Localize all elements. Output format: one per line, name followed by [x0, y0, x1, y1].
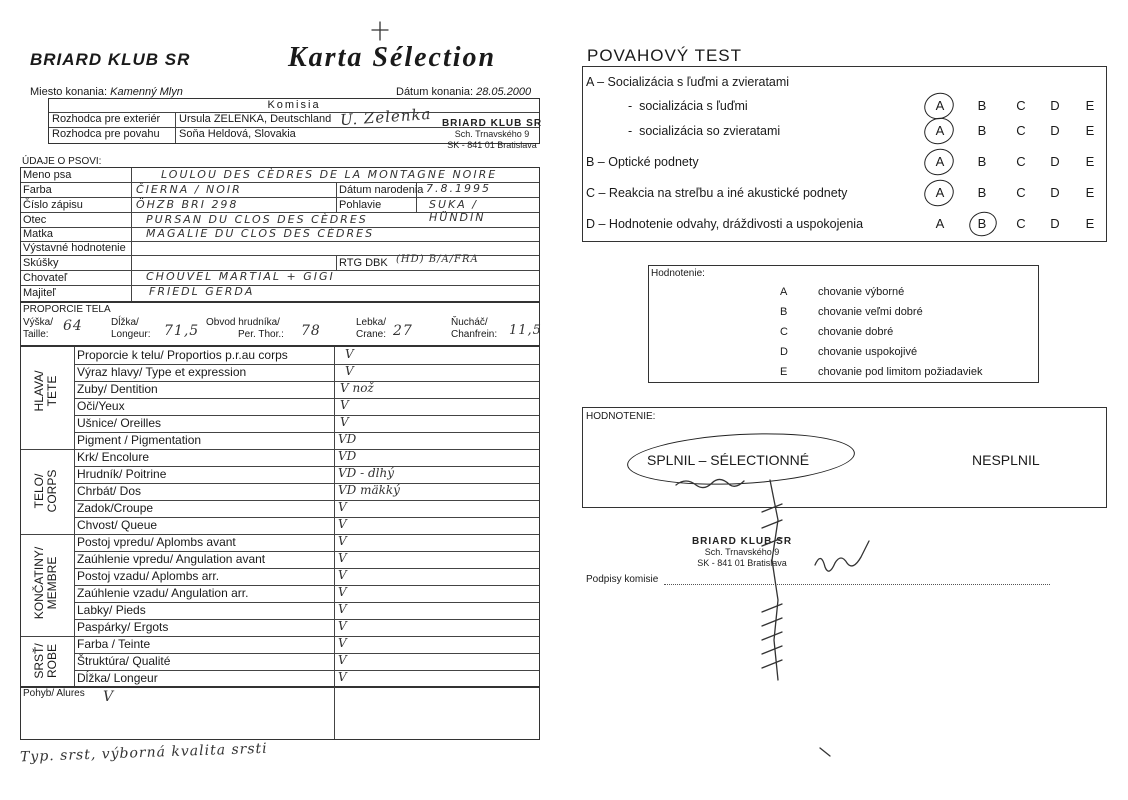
grade-b: B: [977, 185, 987, 200]
judge-signature: U. Zelenka: [339, 104, 432, 130]
criterion-name: Postoj vzadu/ Aplombs arr.: [77, 569, 220, 583]
fail-label: NESPLNIL: [972, 452, 1040, 468]
judge-role-temperament: Rozhodca pre povahu: [52, 128, 160, 140]
rtg-label: RTG DBK: [339, 257, 388, 269]
legend-text: chovanie veľmi dobré: [818, 306, 923, 318]
criterion-mark: V nož: [340, 381, 374, 395]
stamp-line2: Sch. Trnavského 9: [454, 129, 530, 139]
birth-label: Dátum narodenia: [339, 184, 424, 196]
dog-name-label: Meno psa: [23, 169, 72, 181]
grade-c: C: [1016, 185, 1026, 200]
test-item-label: - socializácia s ľuďmi: [628, 99, 748, 113]
chest-label: Obvod hrudníka/: [206, 317, 280, 328]
father-label: Otec: [23, 214, 47, 226]
grade-e: E: [1085, 98, 1095, 113]
legend-text: chovanie dobré: [818, 326, 894, 338]
grade-e: E: [1085, 216, 1095, 231]
skull-label2: Crane:: [356, 329, 387, 340]
stamp-line3: SK - 841 01 Bratislava: [447, 140, 537, 150]
criterion-mark: V: [338, 619, 347, 633]
criterion-mark: VD: [338, 432, 357, 446]
venue-value: Kamenný Mlyn: [110, 86, 183, 98]
criterion-name: Výraz hlavy/ Type et expression: [77, 365, 247, 379]
staple-stitches: [762, 504, 782, 668]
criterion-name: Hrudník/ Poitrine: [77, 467, 167, 481]
criterion-mark: V: [338, 670, 347, 684]
rtg-value: (HD) B/A/FRA: [396, 254, 479, 265]
height-label: Výška/: [23, 317, 54, 328]
grade-b: B: [977, 216, 987, 231]
criterion-name: Paspárky/ Ergots: [77, 620, 169, 634]
muzzle-label2: Chanfrein:: [451, 329, 498, 340]
club-name: BRIARD KLUB SR: [30, 50, 191, 69]
stamp-line2: Sch. Trnavského 9: [704, 547, 780, 557]
criterion-mark: VD - dlhý: [338, 466, 394, 480]
result-header: HODNOTENIE:: [586, 411, 656, 422]
stamp-line1: BRIARD KLUB SR: [441, 118, 543, 129]
grade-a: A: [935, 216, 945, 231]
criterion-name: Proporcie k telu/ Proportios p.r.au corps: [77, 348, 288, 362]
legend-header: Hodnotenie:: [651, 268, 705, 279]
color-label: Farba: [23, 184, 52, 196]
temperament-title: POVAHOVÝ TEST: [587, 46, 743, 65]
criterion-mark: V: [338, 602, 347, 616]
grade-c: C: [1016, 98, 1026, 113]
cross-mark: [372, 22, 388, 40]
length-label2: Longeur:: [111, 329, 151, 340]
signatures-label: Podpisy komisie: [586, 574, 659, 585]
movement-label: Pohyb/ Alures: [23, 688, 85, 699]
criterion-mark: VD: [338, 449, 357, 463]
height-label2: Taille:: [23, 329, 49, 340]
mother-label: Matka: [23, 228, 53, 240]
legend-text: chovanie pod limitom požiadaviek: [818, 366, 983, 378]
grade-b: B: [977, 123, 987, 138]
grade-c: C: [1016, 123, 1026, 138]
pass-label: SPLNIL – SÉLECTIONNÉ: [647, 452, 810, 468]
criterion-name: Krk/ Encolure: [77, 450, 150, 464]
stamp-line3: SK - 841 01 Bratislava: [697, 558, 787, 568]
owner-value: FRIEDL GERDA: [149, 285, 255, 298]
breeder-label: Chovateľ: [23, 272, 68, 284]
test-sub-label: socializácia so zvieratami: [639, 124, 781, 138]
grade-e: E: [1085, 123, 1095, 138]
criterion-mark: V: [338, 636, 347, 650]
criterion-name: Zaúhlenie vpredu/ Angulation avant: [77, 552, 266, 566]
page-title: Karta Sélection: [288, 42, 497, 73]
date-label: Dátum konania:: [396, 86, 474, 98]
muzzle-value: 11,5: [509, 323, 542, 338]
reg-label: Číslo zápisu: [23, 199, 83, 211]
grade-d: D: [1050, 123, 1060, 138]
criterion-name: Zaúhlenie vzadu/ Angulation arr.: [77, 586, 249, 600]
stray-mark: [820, 748, 830, 756]
test-item-label: D – Hodnotenie odvahy, dráždivosti a uspokojenia: [586, 217, 864, 231]
grade-c: C: [1016, 154, 1026, 169]
venue-label: Miesto konania:: [30, 86, 108, 98]
reg-value: ÖHZB BRI 298: [136, 198, 239, 211]
owner-label: Majiteľ: [23, 287, 56, 299]
legend-letter: E: [780, 366, 788, 378]
muzzle-label: Ňucháč/: [451, 317, 488, 328]
grade-d: D: [1050, 154, 1060, 169]
section-label-head-text: HLAVA/ TETE: [32, 370, 59, 412]
grade-c: C: [1016, 216, 1026, 231]
test-item-label: C – Reakcia na streľbu a iné akustické podnety: [586, 186, 848, 200]
criterion-name: Chrbát/ Dos: [77, 484, 142, 498]
criterion-name: Postoj vpredu/ Aplombs avant: [77, 535, 236, 549]
judge-name-exterior: Ursula ZELENKA, Deutschland: [179, 113, 332, 125]
mother-value: MAGALIE DU CLOS DES CÈDRES: [146, 227, 375, 240]
movement-value: V: [103, 689, 115, 705]
commission-signature: [815, 541, 869, 571]
proporcie-header: PROPORCIE TELA: [23, 304, 111, 315]
grade-a: A: [935, 154, 945, 169]
udaje-label: ÚDAJE O PSOVI:: [22, 156, 102, 167]
sex-label: Pohlavie: [339, 199, 382, 211]
criterion-mark: V: [338, 500, 347, 514]
sex-value: SUKA / HÜNDIN: [429, 198, 486, 224]
section-label-coat-text: SRSŤ/ ROBE: [32, 643, 59, 679]
judge-name-temperament: Soňa Heldová, Slovakia: [179, 128, 296, 140]
grade-b: B: [977, 154, 987, 169]
criterion-mark: V: [340, 415, 349, 429]
footer-note: Typ. srst, výborná kvalita srsti: [19, 740, 268, 766]
grade-d: D: [1050, 185, 1060, 200]
test-item-label: - socializácia so zvieratami: [628, 124, 781, 138]
criterion-mark: V: [340, 398, 349, 412]
criterion-mark: V: [338, 568, 347, 582]
grade-b: B: [977, 98, 987, 113]
criterion-name: Labky/ Pieds: [77, 603, 146, 617]
grade-e: E: [1085, 154, 1095, 169]
grade-a: A: [935, 98, 945, 113]
grade-a: A: [935, 123, 945, 138]
grade-d: D: [1050, 98, 1060, 113]
test-item-label: B – Optické podnety: [586, 155, 699, 169]
chest-label2: Per. Thor.:: [238, 329, 284, 340]
height-value: 64: [63, 318, 83, 334]
criterion-name: Dĺžka/ Longeur: [77, 671, 158, 685]
legend-letter: D: [780, 346, 788, 358]
father-value: PURSAN DU CLOS DES CÈDRES: [146, 213, 368, 226]
section-label-body-text: TELO/ CORPS: [32, 469, 59, 513]
criterion-name: Farba / Teinte: [77, 637, 151, 651]
criterion-mark: V: [345, 364, 354, 378]
komisia-header: Komisia: [267, 99, 321, 111]
criterion-name: Oči/Yeux: [77, 399, 125, 413]
legend-text: chovanie uspokojivé: [818, 346, 918, 358]
birth-value: 7.8.1995: [426, 182, 491, 195]
criterion-name: Zadok/Croupe: [77, 501, 154, 515]
criterion-mark: V: [338, 551, 347, 565]
criterion-name: Chvost/ Queue: [77, 518, 158, 532]
legend-letter: B: [780, 306, 788, 318]
grade-a: A: [935, 185, 945, 200]
skull-value: 27: [393, 323, 413, 339]
criterion-mark: VD mäkký: [338, 483, 400, 497]
skull-label: Lebka/: [356, 317, 387, 328]
test-item-label: A – Socializácia s ľuďmi a zvieratami: [586, 75, 790, 89]
criterion-mark: V: [338, 534, 347, 548]
show-label: Výstavné hodnotenie: [23, 242, 126, 254]
criterion-name: Štruktúra/ Qualité: [77, 654, 171, 668]
section-label-limbs-text: KONČATINY/ MEMBRE: [32, 546, 59, 620]
grade-d: D: [1050, 216, 1060, 231]
date-value: 28.05.2000: [476, 86, 532, 98]
breeder-value: CHOUVEL MARTIAL + GIGI: [146, 270, 335, 283]
chest-value: 78: [301, 323, 321, 339]
criterion-mark: V: [338, 653, 347, 667]
test-sub-label: socializácia s ľuďmi: [639, 99, 748, 113]
color-value: ČIERNA / NOIR: [136, 183, 242, 196]
legend-letter: A: [780, 286, 788, 298]
criterion-mark: V: [338, 585, 347, 599]
criterion-name: Pigment / Pigmentation: [77, 433, 202, 447]
judge-initials: [676, 479, 744, 487]
grade-e: E: [1085, 185, 1095, 200]
criterion-mark: V: [338, 517, 347, 531]
criterion-mark: V: [345, 347, 354, 361]
criterion-name: Zuby/ Dentition: [77, 382, 158, 396]
dog-name-value: LOULOU DES CÈDRES DE LA MONTAGNE NOIRE: [161, 168, 498, 181]
stamp-line1: BRIARD KLUB SR: [691, 536, 793, 547]
judge-role-exterior: Rozhodca pre exteriér: [52, 113, 161, 125]
legend-letter: C: [780, 326, 788, 338]
criterion-name: Ušnice/ Oreilles: [77, 416, 162, 430]
tests-label: Skúšky: [23, 257, 59, 269]
length-value: 71,5: [164, 323, 200, 339]
length-label: Dĺžka/: [111, 317, 139, 328]
legend-text: chovanie výborné: [818, 286, 905, 298]
